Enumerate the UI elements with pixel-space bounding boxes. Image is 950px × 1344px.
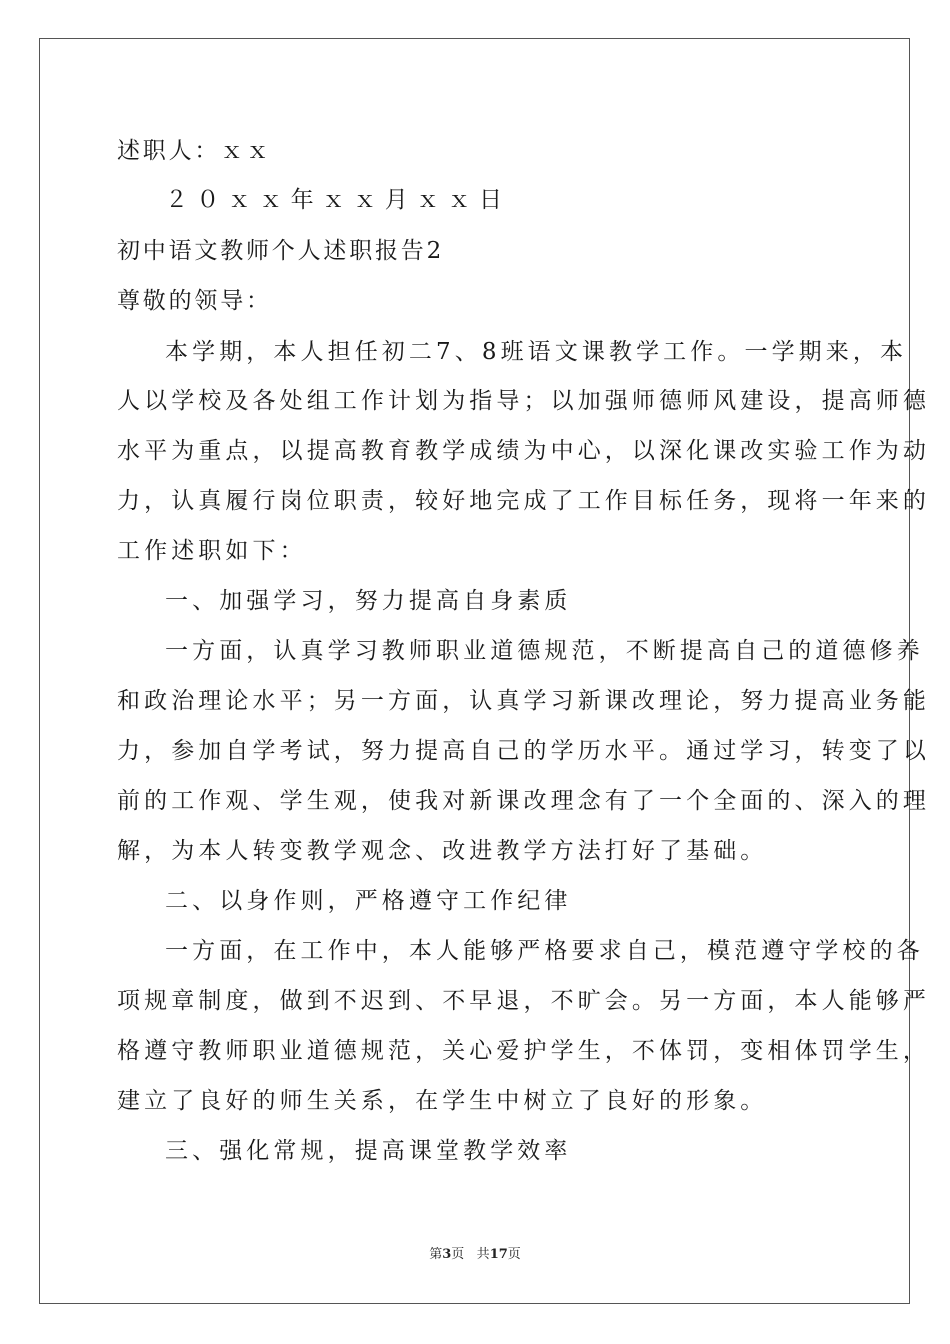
- page-footer: [0, 1247, 950, 1263]
- paragraph-line: 力，认真履行岗位职责，较好地完成了工作目标任务，现将一年来的: [117, 488, 930, 514]
- paragraph-line: 格遵守教师职业道德规范，关心爱护学生，不体罚，变相体罚学生，: [117, 1038, 930, 1064]
- paragraph-line: 水平为重点，以提高教育教学成绩为中心，以深化课改实验工作为动: [117, 438, 930, 464]
- section-heading: 二、以身作则，严格遵守工作纪律: [165, 888, 572, 914]
- page-prefix: 第: [429, 1247, 443, 1262]
- paragraph-line: 工作述职如下：: [117, 538, 307, 564]
- paragraph-line: 力，参加自学考试，努力提高自己的学历水平。通过学习，转变了以: [117, 738, 930, 764]
- current-page-number: 3: [442, 1247, 452, 1262]
- salutation: 尊敬的领导：: [117, 288, 272, 314]
- section-heading: 三、强化常规，提高课堂教学效率: [165, 1138, 572, 1164]
- total-prefix: 共: [476, 1247, 490, 1262]
- section-heading: 一、加强学习，努力提高自身素质: [165, 588, 572, 614]
- page-suffix: 页: [451, 1247, 465, 1262]
- date-line: ２０ｘｘ年ｘｘ月ｘｘ日: [165, 187, 511, 213]
- paragraph-line: 建立了良好的师生关系，在学生中树立了良好的形象。: [117, 1088, 768, 1114]
- paragraph-line: 一方面，认真学习教师职业道德规范，不断提高自己的道德修养: [165, 638, 924, 664]
- total-suffix: 页: [507, 1247, 521, 1262]
- report-title: 初中语文教师个人述职报告2: [117, 238, 445, 264]
- paragraph-line: 和政治理论水平；另一方面，认真学习新课改理论，努力提高业务能: [117, 688, 930, 714]
- paragraph-line: 一方面，在工作中，本人能够严格要求自己，模范遵守学校的各: [165, 938, 924, 964]
- paragraph-line: 人以学校及各处组工作计划为指导；以加强师德师风建设，提高师德: [117, 388, 930, 414]
- paragraph-line: 解，为本人转变教学观念、改进教学方法打好了基础。: [117, 838, 768, 864]
- total-pages-number: 17: [489, 1247, 508, 1262]
- reporter-line: 述职人：ｘｘ: [117, 138, 272, 164]
- paragraph-line: 前的工作观、学生观，使我对新课改理念有了一个全面的、深入的理: [117, 788, 930, 814]
- paragraph-line: 本学期，本人担任初二7、8班语文课教学工作。一学期来，本: [165, 339, 908, 365]
- paragraph-line: 项规章制度，做到不迟到、不早退，不旷会。另一方面，本人能够严: [117, 988, 930, 1014]
